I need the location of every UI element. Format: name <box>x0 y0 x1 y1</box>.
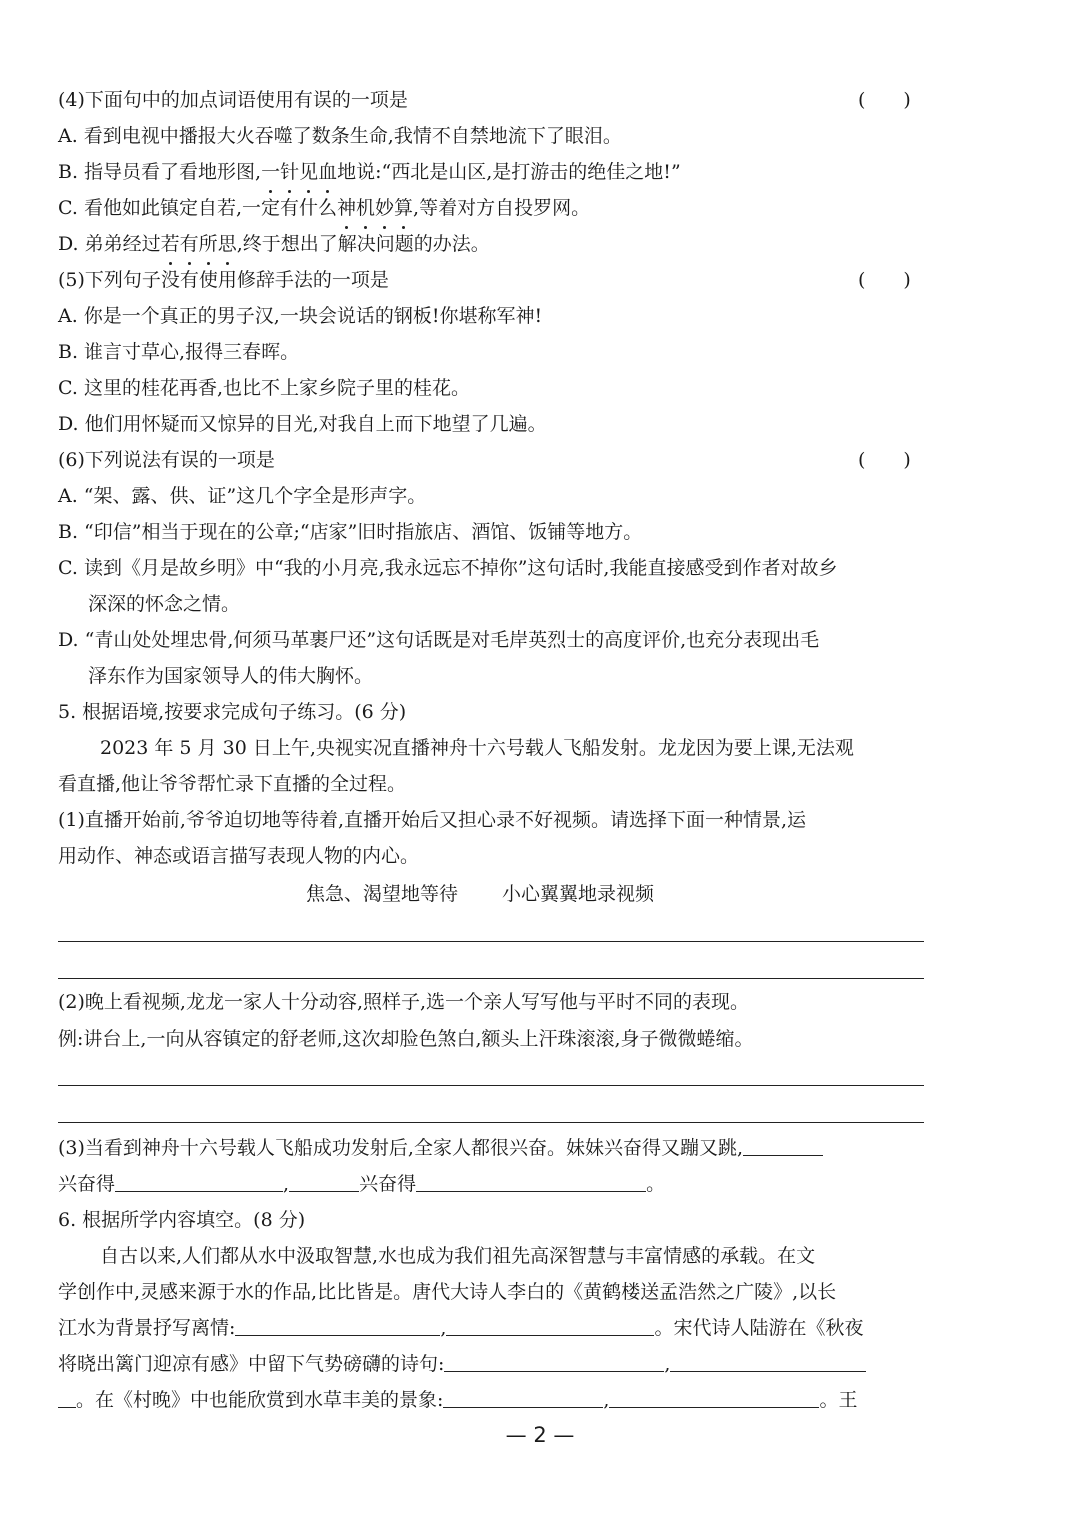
dotted-char: 神 <box>337 194 356 222</box>
paragraph-text: 将晓出篱门迎凉有感》中留下气势磅礴的诗句: <box>58 1353 445 1375</box>
part-3-prompt-text: (3)当看到神舟十六号载人飞船成功发射后,全家人都很兴奋。妹妹兴奋得又蹦又跳, <box>58 1137 743 1159</box>
fill-blank[interactable] <box>444 1350 664 1372</box>
section-6-paragraph-cont <box>58 1314 863 1344</box>
part-2-prompt: (2)晚上看视频,龙龙一家人十分动容,照样子,选一个亲人写写他与平时不同的表现。 <box>58 991 750 1013</box>
q6-option-d-cont: 泽东作为国家领导人的伟大胸怀。 <box>88 665 374 687</box>
fill-blank[interactable] <box>443 1386 603 1408</box>
q6-option-d: D. “青山处处埋忠骨,何须马革裹尸还”这句话既是对毛岸英烈士的高度评价,也充分表现出毛 <box>58 629 820 651</box>
comma: , <box>440 1317 447 1339</box>
dotted-char: 若 <box>161 230 180 258</box>
q6-answer-bracket[interactable]: ( ) <box>858 449 911 471</box>
dotted-char: 所 <box>199 230 218 258</box>
section-6-title: 6. 根据所学内容填空。(8 分) <box>58 1209 306 1231</box>
scenario-option-recording: 小心翼翼地录视频 <box>502 883 655 905</box>
dotted-char: 血 <box>318 158 337 186</box>
q4-option-c <box>58 194 590 224</box>
dotted-char: 思 <box>218 230 237 258</box>
section-5-context: 2023 年 5 月 30 日上午,央视实况直播神舟十六号载人飞船发射。龙龙因为要上课,无法观 <box>100 737 854 759</box>
q5-option-b: B. 谁言寸草心,报得三春晖。 <box>58 341 300 363</box>
section-6-paragraph-cont <box>58 1350 866 1380</box>
fill-blank[interactable] <box>58 1386 76 1408</box>
q4-option-d-pre: D. 弟弟经过 <box>58 233 161 255</box>
fill-blank[interactable] <box>743 1134 823 1156</box>
q4-option-a: A. 看到电视中播报大火吞噬了数条生命,我情不自禁地流下了眼泪。 <box>58 125 622 147</box>
paragraph-text: 江水为背景抒写离情: <box>58 1317 236 1339</box>
dotted-char: 见 <box>299 158 318 186</box>
fill-blank[interactable] <box>235 1314 440 1336</box>
q6-option-b: B. “印信”相当于现在的公章;“店家”旧时指旅店、酒馆、饭铺等地方。 <box>58 521 643 543</box>
section-6-paragraph: 自古以来,人们都从水中汲取智慧,水也成为我们祖先高深智慧与丰富情感的承载。在文 <box>100 1245 816 1267</box>
comma: , <box>283 1173 290 1195</box>
paragraph-text: 。宋代诗人陆游在《秋夜 <box>654 1317 864 1339</box>
q4-stem: (4)下面句中的加点词语使用有误的一项是 <box>58 89 408 111</box>
q5-stem: (5)下列句子没有使用修辞手法的一项是 <box>58 269 389 291</box>
dotted-char: 算 <box>394 194 413 222</box>
q6-option-a: A. “架、露、供、证”这几个字全是形声字。 <box>58 485 427 507</box>
answer-line[interactable] <box>58 941 924 942</box>
q6-option-c: C. 读到《月是故乡明》中“我的小月亮,我永远忘不掉你”这句话时,我能直接感受到作者对故乡 <box>58 557 838 579</box>
q6-option-c-cont: 深深的怀念之情。 <box>88 593 241 615</box>
fill-blank[interactable] <box>416 1170 646 1192</box>
q5-option-d: D. 他们用怀疑而又惊异的目光,对我自上而下地望了几遍。 <box>58 413 547 435</box>
period: 。 <box>646 1173 666 1195</box>
section-5-context-cont: 看直播,他让爷爷帮忙录下直播的全过程。 <box>58 773 407 795</box>
q4-option-b-pre: B. 指导员看了看地形图, <box>58 161 262 183</box>
q5-answer-bracket[interactable]: ( ) <box>858 269 911 291</box>
fill-blank[interactable] <box>115 1170 283 1192</box>
part-3-prompt <box>58 1134 823 1164</box>
fill-blank[interactable] <box>289 1170 359 1192</box>
dotted-char: 针 <box>280 158 299 186</box>
scenario-option-waiting: 焦急、渴望地等待 <box>306 883 459 905</box>
q4-answer-bracket[interactable]: ( ) <box>858 89 911 111</box>
comma: , <box>664 1353 671 1375</box>
scenario-options <box>306 880 654 910</box>
answer-line[interactable] <box>58 978 924 979</box>
fill-blank[interactable] <box>670 1350 866 1372</box>
q5-option-a: A. 你是一个真正的男子汉,一块会说话的钢板!你堪称军神! <box>58 305 543 327</box>
part-1-prompt-cont: 用动作、神态或语言描写表现人物的内心。 <box>58 845 420 867</box>
q5-option-c: C. 这里的桂花再香,也比不上家乡院子里的桂花。 <box>58 377 470 399</box>
q6-stem: (6)下列说法有误的一项是 <box>58 449 275 471</box>
q4-option-b <box>58 158 681 188</box>
section-5-title: 5. 根据语境,按要求完成句子练习。(6 分) <box>58 701 407 723</box>
q4-option-d-post: ,终于想出了解决问题的办法。 <box>236 233 490 255</box>
answer-line[interactable] <box>58 1085 924 1086</box>
q4-option-c-post: ,等着对方自投罗网。 <box>413 197 591 219</box>
part-1-prompt: (1)直播开始前,爷爷迫切地等待着,直播开始后又担心录不好视频。请选择下面一种情景,运 <box>58 809 807 831</box>
section-6-paragraph-cont: 学创作中,灵感来源于水的作品,比比皆是。唐代大诗人李白的《黄鹤楼送孟浩然之广陵》,以长 <box>58 1281 837 1303</box>
q4-option-d <box>58 230 490 260</box>
excited-word: 兴奋得 <box>359 1173 417 1195</box>
comma: , <box>603 1389 610 1411</box>
paragraph-text: 。在《村晚》中也能欣赏到水草丰美的景象: <box>76 1389 444 1411</box>
part-3-prompt-cont <box>58 1170 665 1200</box>
part-2-example: 例:讲台上,一向从容镇定的舒老师,这次却脸色煞白,额头上汗珠滚滚,身子微微蜷缩。 <box>58 1028 754 1050</box>
q4-option-b-post: 地说:“西北是山区,是打游击的绝佳之地!” <box>337 161 681 183</box>
section-6-paragraph-cont <box>58 1386 857 1416</box>
fill-blank[interactable] <box>609 1386 819 1408</box>
answer-line[interactable] <box>58 1122 924 1123</box>
page-number: — 2 — <box>505 1423 575 1447</box>
excited-word: 兴奋得 <box>58 1173 116 1195</box>
q4-option-c-pre: C. 看他如此镇定自若,一定有什么 <box>58 197 337 219</box>
dotted-char: 一 <box>261 158 280 186</box>
paragraph-text: 。王 <box>819 1389 858 1411</box>
dotted-char: 妙 <box>375 194 394 222</box>
fill-blank[interactable] <box>446 1314 654 1336</box>
dotted-char: 机 <box>356 194 375 222</box>
dotted-char: 有 <box>180 230 199 258</box>
